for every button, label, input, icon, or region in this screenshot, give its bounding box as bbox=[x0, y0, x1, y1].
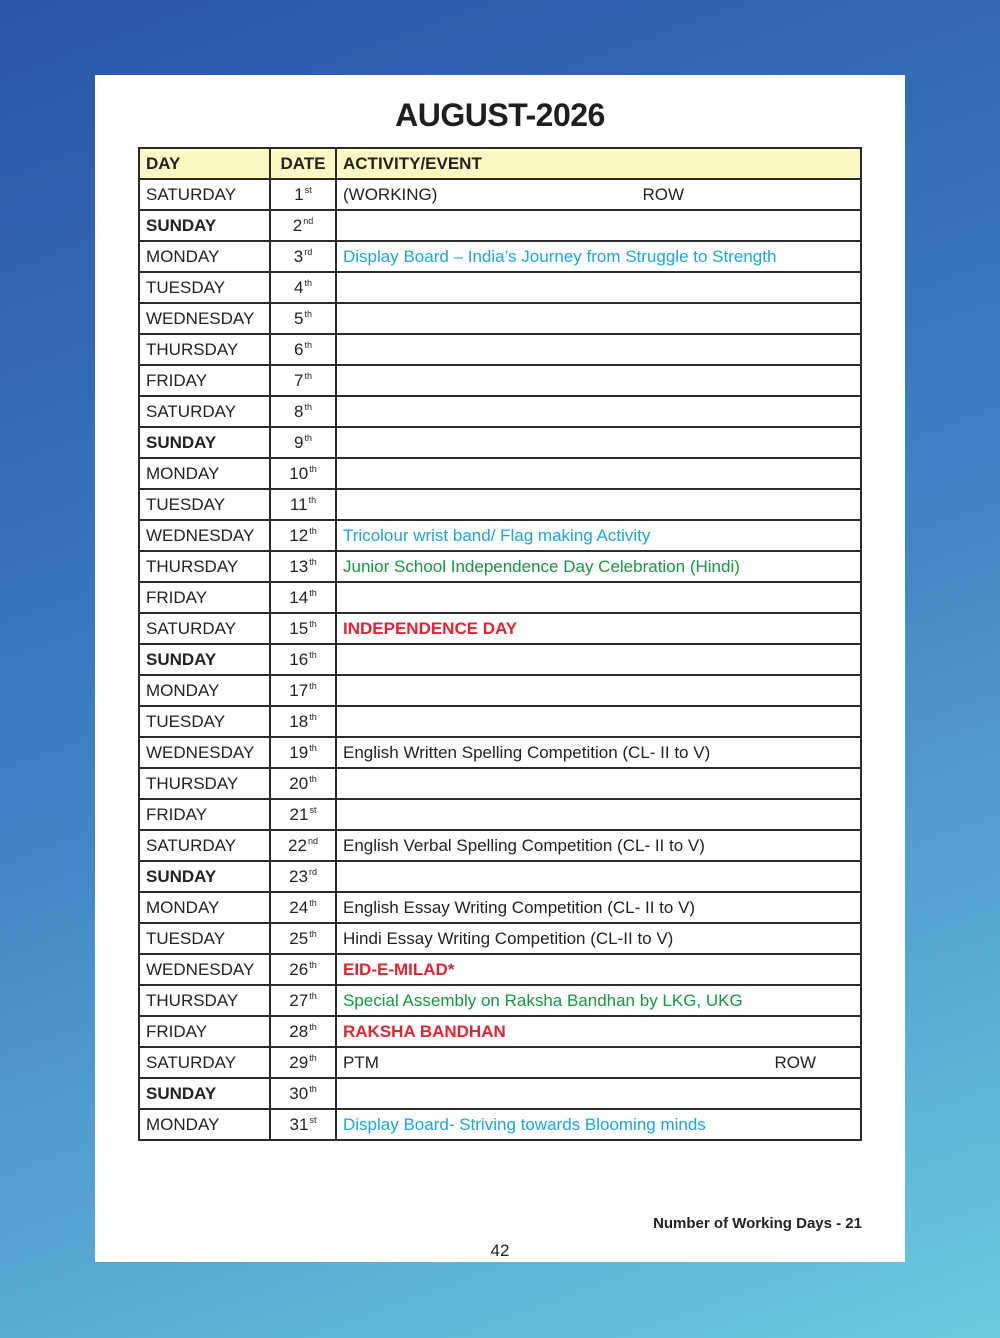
date-suffix: rd bbox=[308, 866, 317, 877]
date-cell bbox=[270, 923, 336, 954]
date-cell bbox=[270, 737, 336, 768]
day-cell: MONDAY bbox=[139, 675, 270, 706]
date-suffix: th bbox=[309, 587, 317, 598]
date-cell bbox=[270, 892, 336, 923]
table-row bbox=[139, 923, 861, 954]
activity-text: Hindi Essay Writing Competition (CL-II to V) bbox=[343, 928, 674, 948]
date-number: 27 bbox=[289, 990, 309, 1010]
table-row bbox=[139, 179, 861, 210]
date-cell bbox=[270, 396, 336, 427]
table-row bbox=[139, 303, 861, 334]
date-number: 14 bbox=[289, 587, 309, 607]
table-row bbox=[139, 892, 861, 923]
table-row bbox=[139, 334, 861, 365]
day-cell: SUNDAY bbox=[139, 1078, 270, 1109]
date-cell bbox=[270, 1016, 336, 1047]
activity-cell bbox=[336, 334, 861, 365]
day-cell: FRIDAY bbox=[139, 365, 270, 396]
header-day: DAY bbox=[139, 148, 270, 179]
date-cell bbox=[270, 551, 336, 582]
activity-cell bbox=[336, 551, 861, 582]
activity-cell bbox=[336, 582, 861, 613]
date-suffix: th bbox=[309, 897, 317, 908]
activity-text: Junior School Independence Day Celebration (Hindi) bbox=[343, 556, 740, 576]
activity-cell bbox=[336, 427, 861, 458]
date-suffix: th bbox=[309, 618, 317, 629]
date-suffix: th bbox=[304, 308, 312, 319]
date-cell bbox=[270, 613, 336, 644]
day-cell: MONDAY bbox=[139, 241, 270, 272]
activity-cell bbox=[336, 985, 861, 1016]
page-title: AUGUST-2026 bbox=[395, 97, 605, 133]
date-number: 1 bbox=[294, 184, 304, 204]
date-number: 11 bbox=[289, 494, 308, 514]
date-cell bbox=[270, 365, 336, 396]
date-suffix: th bbox=[309, 525, 317, 536]
date-number: 12 bbox=[289, 525, 309, 545]
table-header-row bbox=[139, 148, 861, 179]
activity-text: INDEPENDENCE DAY bbox=[343, 618, 518, 638]
table-row bbox=[139, 582, 861, 613]
day-cell: SUNDAY bbox=[139, 210, 270, 241]
date-suffix: th bbox=[309, 711, 317, 722]
activity-text: Special Assembly on Raksha Bandhan by LKG, UKG bbox=[343, 990, 743, 1010]
date-number: 28 bbox=[289, 1021, 309, 1041]
activity-text: English Written Spelling Competition (CL- II to V) bbox=[343, 742, 711, 762]
activity-cell bbox=[336, 210, 861, 241]
date-number: 15 bbox=[289, 618, 309, 638]
day-cell: WEDNESDAY bbox=[139, 520, 270, 551]
date-suffix: nd bbox=[307, 835, 318, 846]
date-number: 24 bbox=[289, 897, 309, 917]
date-cell bbox=[270, 458, 336, 489]
date-suffix: st bbox=[304, 184, 312, 195]
calendar-table bbox=[138, 147, 862, 1141]
activity-text: EID-E-MILAD* bbox=[343, 959, 455, 979]
day-cell: SUNDAY bbox=[139, 644, 270, 675]
date-suffix: th bbox=[309, 1083, 317, 1094]
date-suffix: st bbox=[309, 1114, 317, 1125]
activity-cell bbox=[336, 737, 861, 768]
day-cell: WEDNESDAY bbox=[139, 954, 270, 985]
table-row bbox=[139, 489, 861, 520]
day-cell: MONDAY bbox=[139, 1109, 270, 1140]
date-number: 31 bbox=[289, 1114, 309, 1134]
activity-cell bbox=[336, 706, 861, 737]
day-cell: TUESDAY bbox=[139, 489, 270, 520]
day-cell: TUESDAY bbox=[139, 923, 270, 954]
activity-cell bbox=[336, 613, 861, 644]
table-row bbox=[139, 985, 861, 1016]
day-cell: TUESDAY bbox=[139, 706, 270, 737]
day-cell: THURSDAY bbox=[139, 551, 270, 582]
activity-text: English Verbal Spelling Competition (CL- II to V) bbox=[343, 835, 705, 855]
date-cell bbox=[270, 334, 336, 365]
day-cell: FRIDAY bbox=[139, 582, 270, 613]
day-cell: WEDNESDAY bbox=[139, 737, 270, 768]
activity-text: Display Board – India’s Journey from Struggle to Strength bbox=[343, 246, 777, 266]
date-suffix: th bbox=[304, 432, 312, 443]
activity-cell bbox=[336, 954, 861, 985]
date-number: 30 bbox=[289, 1083, 309, 1103]
activity-cell bbox=[336, 768, 861, 799]
date-cell bbox=[270, 272, 336, 303]
date-cell bbox=[270, 1109, 336, 1140]
date-suffix: th bbox=[309, 1052, 317, 1063]
date-number: 20 bbox=[289, 773, 309, 793]
date-number: 17 bbox=[289, 680, 309, 700]
date-number: 22 bbox=[288, 835, 307, 855]
date-cell bbox=[270, 520, 336, 551]
date-cell bbox=[270, 861, 336, 892]
date-suffix: th bbox=[309, 773, 317, 784]
activity-cell bbox=[336, 644, 861, 675]
date-number: 9 bbox=[294, 432, 304, 452]
date-number: 23 bbox=[289, 866, 308, 886]
table-row bbox=[139, 768, 861, 799]
date-suffix: th bbox=[304, 370, 312, 381]
day-cell: THURSDAY bbox=[139, 334, 270, 365]
date-cell bbox=[270, 706, 336, 737]
activity-cell bbox=[336, 861, 861, 892]
day-cell: FRIDAY bbox=[139, 1016, 270, 1047]
day-cell: FRIDAY bbox=[139, 799, 270, 830]
date-suffix: th bbox=[309, 959, 317, 970]
row-tag: ROW bbox=[642, 184, 684, 204]
calendar-page bbox=[95, 75, 905, 1262]
date-number: 26 bbox=[289, 959, 309, 979]
date-cell bbox=[270, 1078, 336, 1109]
activity-text: English Essay Writing Competition (CL- II to V) bbox=[343, 897, 696, 917]
date-number: 25 bbox=[289, 928, 309, 948]
activity-cell bbox=[336, 1109, 861, 1140]
date-number: 10 bbox=[289, 463, 309, 483]
activity-text: RAKSHA BANDHAN bbox=[343, 1021, 506, 1041]
date-number: 3 bbox=[293, 246, 304, 266]
date-cell bbox=[270, 830, 336, 861]
date-suffix: th bbox=[308, 494, 317, 505]
activity-cell bbox=[336, 179, 861, 210]
activity-cell bbox=[336, 830, 861, 861]
day-cell: SATURDAY bbox=[139, 179, 270, 210]
date-suffix: nd bbox=[303, 215, 314, 226]
date-suffix: th bbox=[304, 401, 312, 412]
header-date: DATE bbox=[270, 148, 336, 179]
date-suffix: th bbox=[304, 339, 312, 350]
day-cell: SATURDAY bbox=[139, 1047, 270, 1078]
activity-cell bbox=[336, 458, 861, 489]
row-tag: ROW bbox=[774, 1052, 816, 1072]
date-cell bbox=[270, 644, 336, 675]
day-cell: SATURDAY bbox=[139, 396, 270, 427]
activity-cell bbox=[336, 1016, 861, 1047]
date-suffix: rd bbox=[304, 246, 313, 257]
table-row bbox=[139, 458, 861, 489]
table-row bbox=[139, 1078, 861, 1109]
date-cell bbox=[270, 582, 336, 613]
date-suffix: th bbox=[304, 277, 312, 288]
activity-text: Tricolour wrist band/ Flag making Activity bbox=[343, 525, 651, 545]
date-number: 29 bbox=[289, 1052, 309, 1072]
date-cell bbox=[270, 768, 336, 799]
activity-cell bbox=[336, 1078, 861, 1109]
working-days-note: Number of Working Days - 21 bbox=[653, 1215, 862, 1232]
date-number: 13 bbox=[289, 556, 309, 576]
date-cell bbox=[270, 1047, 336, 1078]
activity-cell bbox=[336, 489, 861, 520]
table-row bbox=[139, 1016, 861, 1047]
date-number: 19 bbox=[289, 742, 309, 762]
date-suffix: th bbox=[309, 649, 317, 660]
date-cell bbox=[270, 675, 336, 706]
day-cell: TUESDAY bbox=[139, 272, 270, 303]
day-cell: SATURDAY bbox=[139, 830, 270, 861]
day-cell: MONDAY bbox=[139, 892, 270, 923]
date-cell bbox=[270, 489, 336, 520]
table-row bbox=[139, 210, 861, 241]
date-cell bbox=[270, 179, 336, 210]
date-cell bbox=[270, 985, 336, 1016]
activity-cell bbox=[336, 241, 861, 272]
day-cell: SUNDAY bbox=[139, 427, 270, 458]
table-row bbox=[139, 675, 861, 706]
activity-cell bbox=[336, 799, 861, 830]
date-cell bbox=[270, 427, 336, 458]
table-row bbox=[139, 830, 861, 861]
day-cell: SUNDAY bbox=[139, 861, 270, 892]
day-cell: THURSDAY bbox=[139, 985, 270, 1016]
table-row bbox=[139, 737, 861, 768]
activity-cell bbox=[336, 272, 861, 303]
day-cell: MONDAY bbox=[139, 458, 270, 489]
date-number: 4 bbox=[294, 277, 304, 297]
activity-cell bbox=[336, 675, 861, 706]
day-cell: WEDNESDAY bbox=[139, 303, 270, 334]
date-cell bbox=[270, 241, 336, 272]
table-row bbox=[139, 613, 861, 644]
table-row bbox=[139, 861, 861, 892]
date-number: 2 bbox=[292, 215, 303, 235]
table-row bbox=[139, 1047, 861, 1078]
activity-text: (WORKING) bbox=[343, 184, 438, 204]
table-row bbox=[139, 396, 861, 427]
activity-cell bbox=[336, 396, 861, 427]
table-row bbox=[139, 241, 861, 272]
date-suffix: th bbox=[309, 990, 317, 1001]
activity-text: PTM bbox=[343, 1052, 379, 1072]
table-row bbox=[139, 954, 861, 985]
activity-cell bbox=[336, 365, 861, 396]
date-number: 16 bbox=[289, 649, 309, 669]
table-row bbox=[139, 1109, 861, 1140]
table-row bbox=[139, 551, 861, 582]
day-cell: THURSDAY bbox=[139, 768, 270, 799]
page-number: 42 bbox=[490, 1241, 510, 1260]
date-number: 8 bbox=[294, 401, 304, 421]
date-suffix: th bbox=[309, 556, 317, 567]
table-row bbox=[139, 520, 861, 551]
activity-cell bbox=[336, 303, 861, 334]
date-number: 18 bbox=[289, 711, 309, 731]
table-row bbox=[139, 799, 861, 830]
table-row bbox=[139, 427, 861, 458]
date-number: 6 bbox=[294, 339, 304, 359]
date-number: 21 bbox=[289, 804, 309, 824]
activity-text: Display Board- Striving towards Blooming minds bbox=[343, 1114, 706, 1134]
date-suffix: th bbox=[309, 928, 317, 939]
date-number: 5 bbox=[294, 308, 304, 328]
header-activity: ACTIVITY/EVENT bbox=[336, 148, 861, 179]
activity-cell bbox=[336, 923, 861, 954]
date-suffix: th bbox=[309, 742, 317, 753]
date-cell bbox=[270, 210, 336, 241]
date-cell bbox=[270, 799, 336, 830]
table-row bbox=[139, 644, 861, 675]
date-suffix: th bbox=[309, 680, 317, 691]
date-suffix: th bbox=[309, 1021, 317, 1032]
date-suffix: st bbox=[309, 804, 317, 815]
activity-cell bbox=[336, 520, 861, 551]
date-number: 7 bbox=[294, 370, 304, 390]
day-cell: SATURDAY bbox=[139, 613, 270, 644]
date-suffix: th bbox=[309, 463, 317, 474]
table-row bbox=[139, 706, 861, 737]
activity-cell bbox=[336, 1047, 861, 1078]
date-cell bbox=[270, 954, 336, 985]
table-row bbox=[139, 365, 861, 396]
activity-cell bbox=[336, 892, 861, 923]
table-row bbox=[139, 272, 861, 303]
date-cell bbox=[270, 303, 336, 334]
